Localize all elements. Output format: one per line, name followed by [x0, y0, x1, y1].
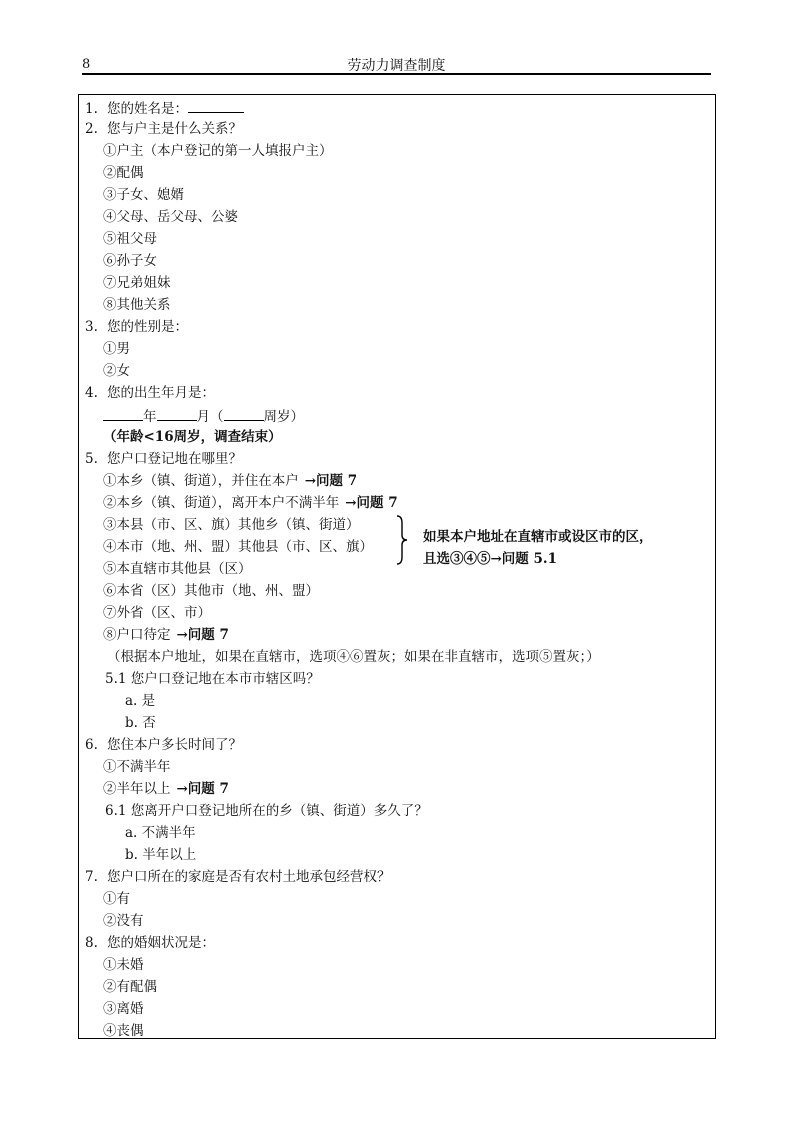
skip-instruction: →问题 7	[304, 473, 358, 489]
option: ④父母、岳父母、公婆	[103, 209, 238, 225]
question-3	[85, 318, 188, 336]
question-number: 2.	[85, 121, 98, 137]
question-number: 6.	[85, 737, 98, 753]
option: ④本市（地、州、盟）其他县（市、区、旗）	[103, 539, 373, 555]
page-number: 8	[82, 57, 91, 72]
option: ③离婚	[103, 1001, 144, 1017]
question-text: 您户口登记地在哪里？	[107, 451, 242, 467]
option: ①男	[103, 341, 130, 357]
curly-brace-icon	[395, 515, 409, 565]
option: a. 不满半年	[125, 825, 196, 841]
option: ①户主（本户登记的第一人填报户主）	[103, 143, 333, 159]
option: ②女	[103, 363, 130, 379]
sub-question-5-1: 5.1 您户口登记地在本市市辖区吗？	[105, 671, 320, 687]
header-rule	[82, 73, 711, 75]
month-blank-line	[157, 406, 197, 421]
age-label: 周岁）	[263, 409, 304, 425]
sub-question-6-1: 6.1 您离开户口登记地所在的乡（镇、街道）多久了？	[105, 803, 428, 819]
question-6	[85, 736, 242, 754]
question-5	[85, 450, 242, 468]
question-4	[85, 384, 215, 402]
questionnaire-box	[78, 94, 716, 1039]
name-blank-line	[188, 98, 244, 113]
option: a. 是	[125, 693, 156, 709]
option: ③本县（市、区、旗）其他乡（镇、街道）	[103, 517, 360, 533]
option	[103, 780, 229, 798]
option: ⑧其他关系	[103, 297, 171, 313]
option: ②没有	[103, 913, 144, 929]
year-label: 年	[143, 409, 157, 425]
option: ①不满半年	[103, 759, 171, 775]
option: ⑥孙子女	[103, 253, 157, 269]
option: b. 半年以上	[125, 847, 197, 863]
grey-out-remark: （根据本户地址，如果在直辖市，选项④⑥置灰；如果在非直辖市，选项⑤置灰；）	[107, 649, 600, 665]
option: ⑤本直辖市其他县（区）	[103, 561, 252, 577]
age-blank-line	[224, 406, 264, 421]
question-2	[85, 120, 242, 138]
birth-date-fields	[103, 406, 304, 426]
option	[103, 494, 398, 512]
month-label: 月（	[196, 409, 224, 425]
question-1	[85, 98, 244, 118]
option: ⑦外省（区、市）	[103, 605, 211, 621]
year-blank-line	[103, 406, 143, 421]
question-text: 您户口所在的家庭是否有农村土地承包经营权？	[107, 869, 391, 885]
question-number: 5.	[85, 451, 98, 467]
option-text: ①本乡（镇、街道），并住在本户	[103, 473, 299, 489]
option: b. 否	[125, 715, 156, 731]
option: ⑦兄弟姐妹	[103, 275, 171, 291]
question-8	[85, 934, 215, 952]
brace-note-line-1: 如果本户地址在直辖市或设区市的区，	[423, 529, 653, 545]
option: ①未婚	[103, 957, 144, 973]
question-number: 7.	[85, 869, 98, 885]
option	[103, 626, 229, 644]
option: ②有配偶	[103, 979, 157, 995]
question-number: 8.	[85, 935, 98, 951]
option-text: ⑧户口待定	[103, 627, 171, 643]
question-number: 4.	[85, 385, 98, 401]
question-text: 您与户主是什么关系？	[107, 121, 242, 137]
running-header-title: 劳动力调查制度	[347, 58, 446, 74]
brace-note-line-2: 且选③④⑤→问题 5.1	[423, 551, 557, 567]
option: ④丧偶	[103, 1023, 144, 1039]
option	[103, 472, 357, 490]
option: ⑥本省（区）其他市（地、州、盟）	[103, 583, 319, 599]
option-text: ②本乡（镇、街道），离开本户不满半年	[103, 495, 340, 511]
question-text: 您的姓名是：	[107, 101, 188, 117]
skip-instruction: →问题 7	[345, 495, 398, 511]
option-text: ②半年以上	[103, 781, 171, 797]
question-number: 3.	[85, 319, 98, 335]
question-number: 1.	[85, 101, 98, 117]
age-note: （年龄<16周岁，调查结束）	[103, 429, 282, 445]
question-text: 您住本户多长时间了？	[107, 737, 242, 753]
option: ③子女、媳婿	[103, 187, 184, 203]
question-text: 您的性别是：	[107, 319, 188, 335]
skip-instruction: →问题 7	[176, 781, 229, 797]
question-7	[85, 868, 391, 886]
option: ②配偶	[103, 165, 144, 181]
question-text: 您的出生年月是：	[107, 385, 215, 401]
option: ⑤祖父母	[103, 231, 157, 247]
question-text: 您的婚姻状况是：	[107, 935, 215, 951]
option: ①有	[103, 891, 130, 907]
skip-instruction: →问题 7	[176, 627, 229, 643]
